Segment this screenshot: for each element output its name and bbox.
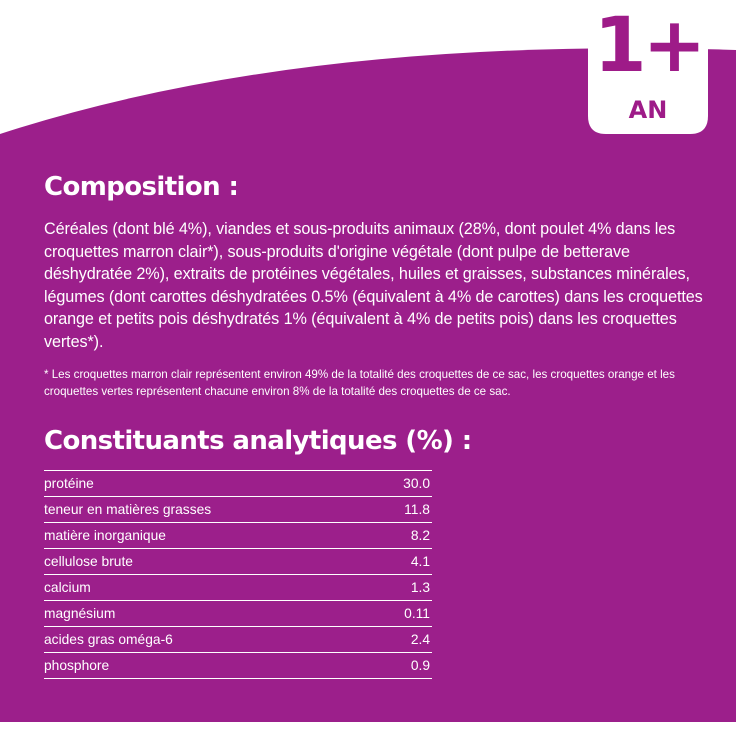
- row-label: protéine: [44, 475, 94, 491]
- row-label: magnésium: [44, 605, 116, 621]
- row-label: acides gras oméga-6: [44, 631, 173, 647]
- table-row: [44, 549, 432, 575]
- row-label: teneur en matières grasses: [44, 501, 212, 517]
- row-value: 0.9: [410, 657, 430, 673]
- age-unit: AN: [628, 96, 668, 124]
- table-row: [44, 471, 432, 497]
- row-value: 30.0: [403, 475, 430, 491]
- row-label: calcium: [44, 579, 91, 595]
- row-label: cellulose brute: [44, 553, 133, 569]
- row-value: 1.3: [410, 579, 430, 595]
- row-value: 8.2: [410, 527, 430, 543]
- row-value: 4.1: [410, 553, 430, 569]
- table-row: [44, 497, 432, 523]
- row-label: phosphore: [44, 657, 110, 673]
- row-value: 2.4: [410, 631, 430, 647]
- table-row: [44, 601, 432, 627]
- row-value: 0.11: [404, 605, 430, 621]
- analytical-table: [44, 470, 432, 679]
- table-row: [44, 523, 432, 549]
- composition-text: Céréales (dont blé 4%), viandes et sous-produits animaux (28%, dont poulet 4% dans les croquettes marron clair*), sous-produits d'origine végétale (dont pulpe de betterave déshydratée 2%), extraits de protéines végétales, huiles et graisses, substances minérales, légumes (dont carottes déshydratées 0.5% (équivalent à 4% de carottes) dans les croquettes orange et petits pois déshydratés 1% (équivalent à 4% de petits pois) dans les croquettes vertes*).: [44, 220, 703, 351]
- analytical-title: Constituants analytiques (%) :: [44, 425, 472, 456]
- age-badge: [588, 0, 708, 134]
- composition-title: Composition :: [44, 172, 239, 202]
- row-label: matière inorganique: [44, 527, 166, 543]
- composition-content: [44, 168, 714, 679]
- age-number: 1+: [593, 0, 703, 89]
- composition-footnote: * Les croquettes marron clair représentent environ 49% de la totalité des croquettes de ce sac, les croquettes orange et les croquettes vertes représentent chacune environ 8% de la totalité des croquettes de ce sac.: [44, 367, 675, 398]
- table-row: [44, 653, 432, 679]
- table-row: [44, 575, 432, 601]
- table-row: [44, 627, 432, 653]
- row-value: 11.8: [404, 501, 430, 517]
